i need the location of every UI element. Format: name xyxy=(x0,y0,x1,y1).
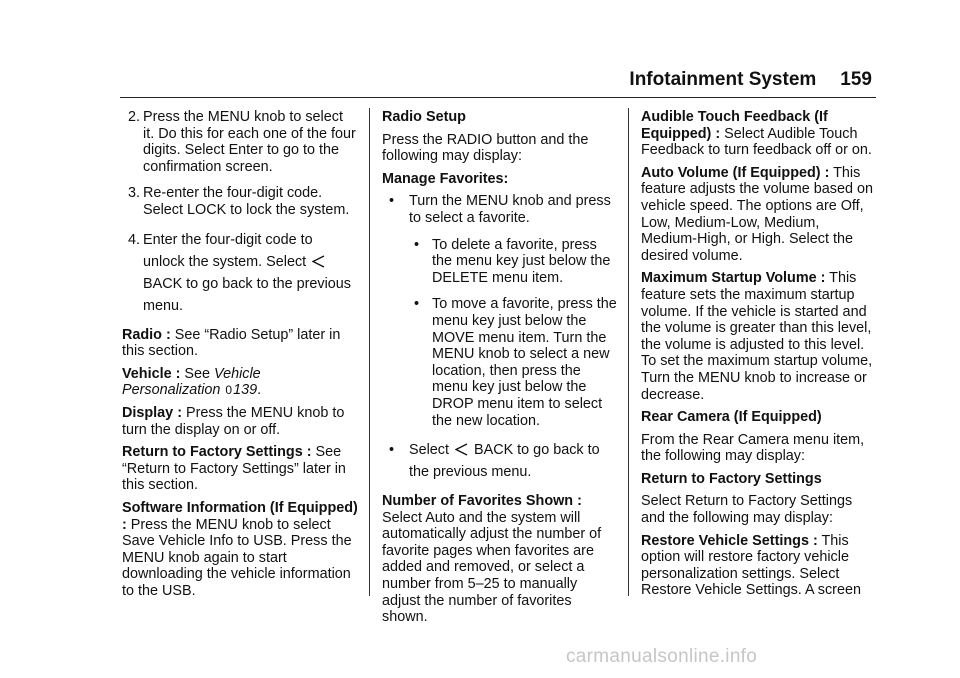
bullet-text: To delete a favorite, press the menu key just below the DELETE menu item. xyxy=(432,236,611,286)
display-entry xyxy=(122,405,358,438)
step-2 xyxy=(122,109,358,175)
page-number: 159 xyxy=(840,69,872,90)
radio-setup-intro: Press the RADIO button and the following may display: xyxy=(382,131,589,165)
entry-text: See “Radio Setup” later in this section. xyxy=(122,326,341,360)
cross-reference-page[interactable]: 139 xyxy=(233,382,258,399)
back-arrow-icon xyxy=(455,443,468,456)
entry-text: This feature sets the maximum startup volume. If the vehicle is started and the volume is greater than this level, the volume is adjusted to this level. To set the maximum startup volume, Turn the MENU knob to increase or decrease. xyxy=(641,270,873,403)
return-factory-heading xyxy=(641,471,879,488)
heading-text: Rear Camera (If Equipped) xyxy=(641,409,822,426)
column-2 xyxy=(382,109,618,632)
step-text: Enter the four-digit code to unlock the system. Select xyxy=(143,231,313,270)
bullet-text: BACK to go back to the previous menu. xyxy=(409,442,600,481)
entry-text: Press the MENU knob to select Save Vehicle Info to USB. Press the MENU knob again to start downloading the vehicle information to the USB. xyxy=(122,516,352,599)
entry-text: See “Return to Factory Settings” later in this section. xyxy=(122,444,346,494)
cross-reference-link[interactable]: Vehicle Personalization xyxy=(122,365,261,399)
num-favorites-entry xyxy=(382,493,618,626)
entry-text: . xyxy=(257,382,262,399)
step-text: Press the MENU knob to select it. Do this for each one of the four digits. Select Enter to go to the confirmation screen. xyxy=(143,109,356,175)
column-1 xyxy=(122,109,358,605)
entry-label: Number of Favorites Shown : xyxy=(382,493,582,510)
column-divider-2 xyxy=(628,108,629,596)
entry-text: See xyxy=(180,365,215,382)
sub-bullet-item xyxy=(382,237,618,287)
rear-camera-heading xyxy=(641,409,879,426)
radio-entry xyxy=(122,327,358,360)
restore-settings-entry xyxy=(641,533,879,599)
factory-settings-entry xyxy=(122,444,358,494)
radio-setup-heading xyxy=(382,109,618,126)
entry-text: Select Audible Touch Feedback to turn feedback off or on. xyxy=(641,125,872,159)
entry-label: Audible Touch Feedback (If Equipped) : xyxy=(641,109,828,142)
column-divider-1 xyxy=(369,108,370,596)
step-4 xyxy=(122,229,358,317)
step-number: 3. xyxy=(128,185,141,202)
auto-volume-entry xyxy=(641,165,879,265)
bullet-item xyxy=(382,193,618,226)
bullet-mark: • xyxy=(414,296,420,313)
watermark: carmanualsonline.info xyxy=(566,646,758,667)
entry-text: Select Auto and the system will automatically adjust the number of favorite pages when favorites are added and removed, or select a number from 5–25 to manually adjust the number of favorites shown. xyxy=(382,509,602,626)
entry-text: This option will restore factory vehicle personalization settings. Select Restore Vehicle Settings. A screen xyxy=(641,532,861,599)
section-title: Infotainment System xyxy=(629,69,817,90)
back-arrow-icon xyxy=(312,255,325,268)
page-ref-symbol: 0 xyxy=(225,383,233,398)
header-rule xyxy=(120,97,876,98)
heading-text: Return to Factory Settings xyxy=(641,470,822,487)
max-startup-volume-entry xyxy=(641,270,879,403)
manage-favorites-heading xyxy=(382,171,618,188)
return-factory-text: Select Return to Factory Settings and the following may display: xyxy=(641,493,853,527)
entry-label: Vehicle : xyxy=(122,365,181,382)
step-text: BACK to go back to the previous menu. xyxy=(143,275,351,314)
bullet-text: Turn the MENU knob and press to select a favorite. xyxy=(409,193,611,226)
step-number: 4. xyxy=(128,231,141,248)
entry-label: Auto Volume (If Equipped) : xyxy=(641,164,830,181)
bullet-mark: • xyxy=(389,442,395,459)
entry-label: Restore Vehicle Settings : xyxy=(641,532,818,549)
entry-text: Press the MENU knob to turn the display on or off. xyxy=(122,404,345,438)
entry-text: This feature adjusts the volume based on vehicle speed. The options are Off, Low, Medium-Low, Medium, Medium-High, or High. Select the desired volume. xyxy=(641,164,873,264)
running-header xyxy=(629,69,872,91)
entry-label: Display : xyxy=(122,404,182,421)
entry-label: Maximum Startup Volume : xyxy=(641,270,826,287)
audible-feedback-entry xyxy=(641,109,879,159)
entry-label: Return to Factory Settings : xyxy=(122,444,312,461)
sub-bullet-item xyxy=(382,296,618,429)
entry-label: Radio : xyxy=(122,326,171,343)
vehicle-entry xyxy=(122,366,358,399)
heading-text: Radio Setup xyxy=(382,109,466,125)
bullet-item xyxy=(382,439,618,483)
step-number: 2. xyxy=(128,109,141,125)
bullet-text: To move a favorite, press the menu key just below the MOVE menu item. Turn the MENU knob to select a new location, then press the menu key just below the DROP menu item to select the new location. xyxy=(432,296,617,429)
software-info-entry xyxy=(122,500,358,600)
rear-camera-text: From the Rear Camera menu item, the following may display: xyxy=(641,431,865,465)
bullet-mark: • xyxy=(414,236,420,253)
step-3 xyxy=(122,185,358,218)
heading-text: Manage Favorites: xyxy=(382,170,509,187)
column-3 xyxy=(641,109,879,605)
step-text: Re-enter the four-digit code. Select LOCK to lock the system. xyxy=(143,185,350,218)
bullet-mark: • xyxy=(389,193,395,210)
entry-label: Software Information (If Equipped) : xyxy=(122,499,358,533)
bullet-text: Select xyxy=(409,442,449,459)
